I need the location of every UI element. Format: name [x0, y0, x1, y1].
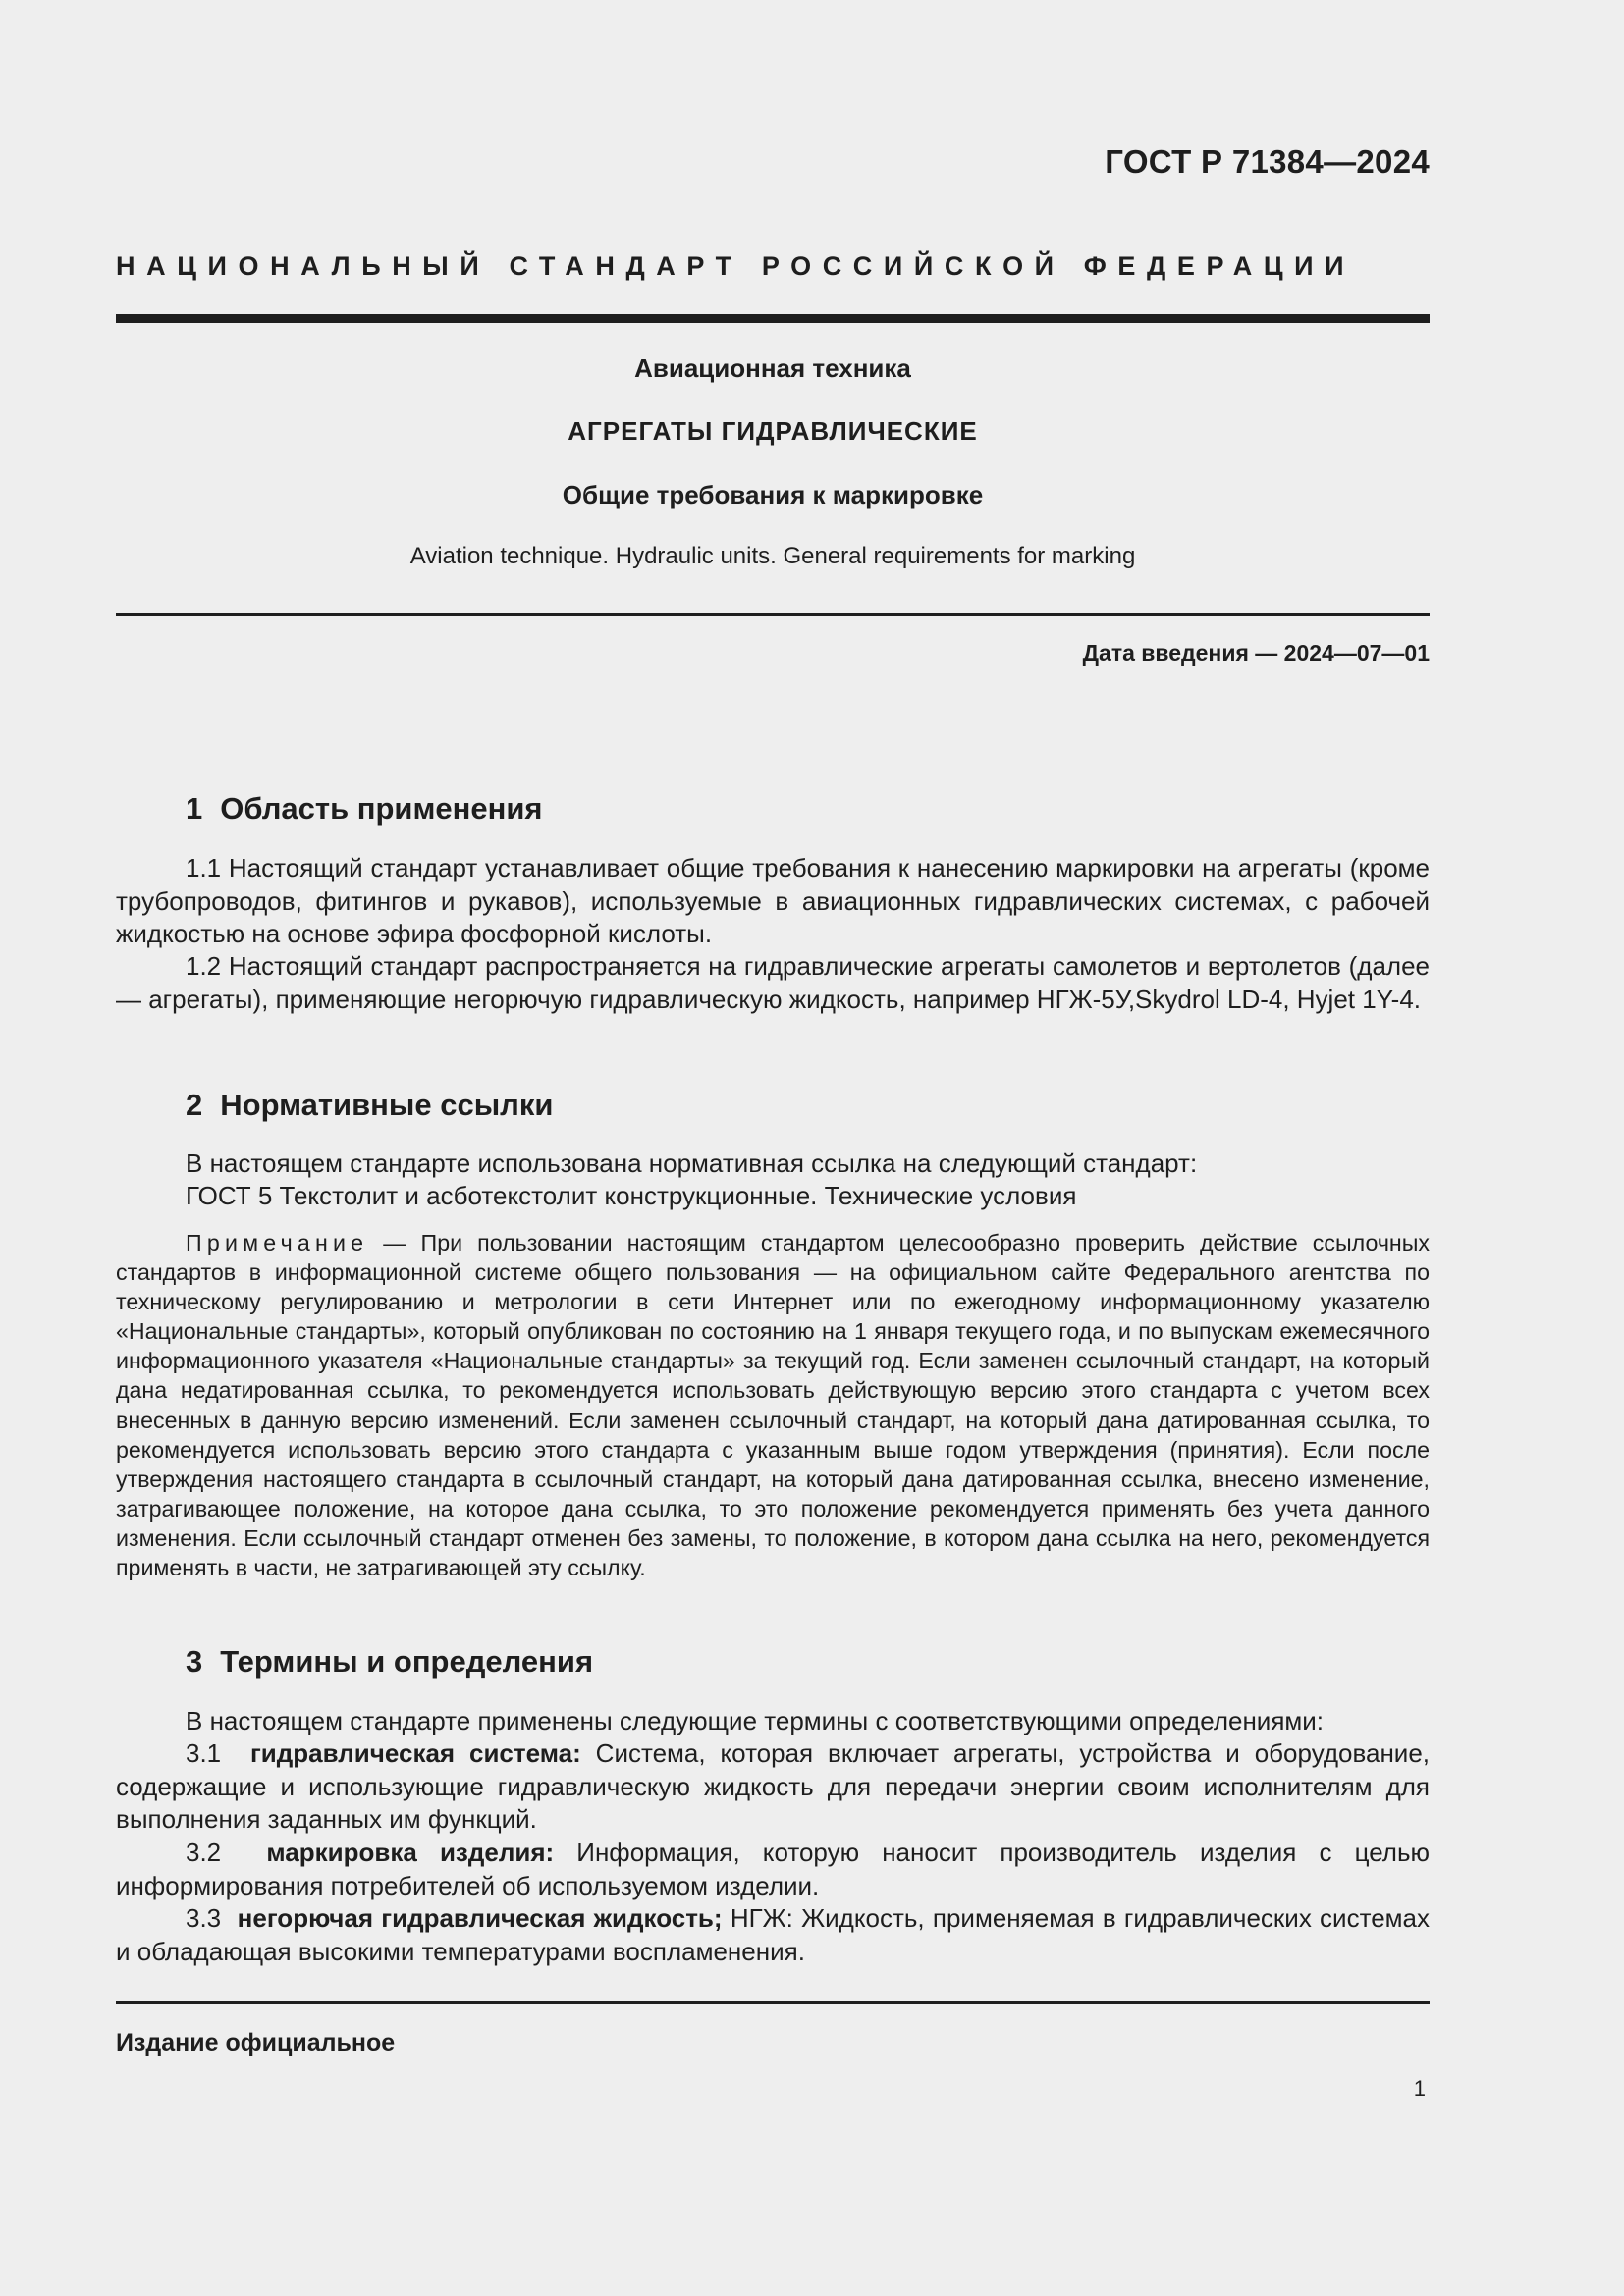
section-3-heading — [186, 1644, 593, 1680]
paragraph-1-2: 1.2 Настоящий стандарт распространяется на гидравлические агрегаты самолетов и вертолетов (далее — агрегаты), применяющие негорючую гидравлическую жидкость, например НГЖ-5У,Skydrol LD-4, Hyjet 1Y-4. — [116, 951, 1430, 1014]
national-standard-heading: НАЦИОНАЛЬНЫЙ СТАНДАРТ РОССИЙСКОЙ ФЕДЕРАЦИИ — [116, 251, 1356, 281]
references-intro: В настоящем стандарте использована нормативная ссылка на следующий стандарт: — [186, 1148, 1198, 1178]
section-number: 2 — [186, 1088, 203, 1122]
note-text: — При пользовании настоящим стандартом целесообразно проверить действие ссылочных стандартов в информационной системе общего пользования — на официальном сайте Федерального агентства по техническому регулированию и метрологии в сети Интернет или по ежегодному информационному указателю «Национальные стандарты», который опубликован по состоянию на 1 января текущего года, и по выпускам ежемесячного информационного указателя «Национальные стандарты» за текущий год. Если заменен ссылочный стандарт, на который дана недатированная ссылка, то рекомендуется использовать действующую версию этого стандарта с учетом всех внесенных в данную версию изменений. Если заменен ссылочный стандарт, на который дана датированная ссылка, то рекомендуется использовать версию этого стандарта с указанным выше годом утверждения (принятия). Если после утверждения настоящего стандарта в ссылочный стандарт, на который дана датированная ссылка, внесено изменение, затрагивающее положение, на которое дана ссылка, то это положение рекомендуется применять без учета данного изменения. Если ссылочный стандарт отменен без замены, то положение, в котором дана ссылка на него, рекомендуется применять в части, не затрагивающей эту ссылку. — [116, 1230, 1430, 1581]
title-main: АГРЕГАТЫ ГИДРАВЛИЧЕСКИЕ — [568, 416, 978, 446]
page-number: 1 — [1413, 2076, 1426, 2101]
title-sub: Общие требования к маркировке — [562, 480, 984, 509]
terms-intro: В настоящем стандарте применены следующие термины с соответствующими определениями: — [186, 1706, 1325, 1735]
note — [116, 1228, 1430, 1582]
section-title: Нормативные ссылки — [220, 1088, 554, 1122]
term-3-1: 3.1 гидравлическая система: Система, которая включает агрегаты, устройства и оборудование, содержащие и использующие гидравлическую жидкость для передачи энергии своим исполнителям для выполнения заданных им функций. — [116, 1738, 1431, 1834]
term-name: негорючая гидравлическая жидкость; — [237, 1903, 723, 1933]
intro-date: Дата введения — 2024—07—01 — [1082, 640, 1430, 666]
footer-rule — [116, 2001, 1430, 2004]
document-page — [116, 0, 1430, 2296]
document-id: ГОСТ Р 71384—2024 — [1105, 143, 1430, 180]
note-label: Примечание — [186, 1230, 369, 1255]
official-edition: Издание официальное — [116, 2029, 396, 2056]
section-number: 3 — [186, 1644, 203, 1679]
header-rule — [116, 314, 1430, 323]
term-3-2: 3.2 маркировка изделия: Информация, которую наносит производитель изделия с целью информирования потребителей об используемом изделии. — [116, 1838, 1431, 1900]
section-title: Область применения — [220, 791, 543, 826]
title-category: Авиационная техника — [634, 353, 911, 383]
section-2-heading — [186, 1088, 553, 1123]
reference-gost-5: ГОСТ 5 Текстолит и асботекстолит конструкционные. Технические условия — [186, 1181, 1077, 1210]
section-1-heading — [186, 791, 543, 827]
section-number: 1 — [186, 791, 203, 826]
paragraph-1-1: 1.1 Настоящий стандарт устанавливает общие требования к нанесению маркировки на агрегаты (кроме трубопроводов, фитингов и рукавов), используемые в авиационных гидравлических системах, с рабочей жидкостью на основе эфира фосфорной кислоты. — [116, 853, 1430, 948]
term-3-3: 3.3 негорючая гидравлическая жидкость; НГЖ: Жидкость, применяемая в гидравлических системах и обладающая высокими температурами воспламенения. — [116, 1903, 1430, 1966]
title-rule — [116, 613, 1430, 616]
term-name: гидравлическая система: — [249, 1738, 581, 1768]
title-english: Aviation technique. Hydraulic units. General requirements for marking — [409, 543, 1136, 569]
section-title: Термины и определения — [220, 1644, 594, 1679]
term-name: маркировка изделия: — [266, 1838, 555, 1867]
